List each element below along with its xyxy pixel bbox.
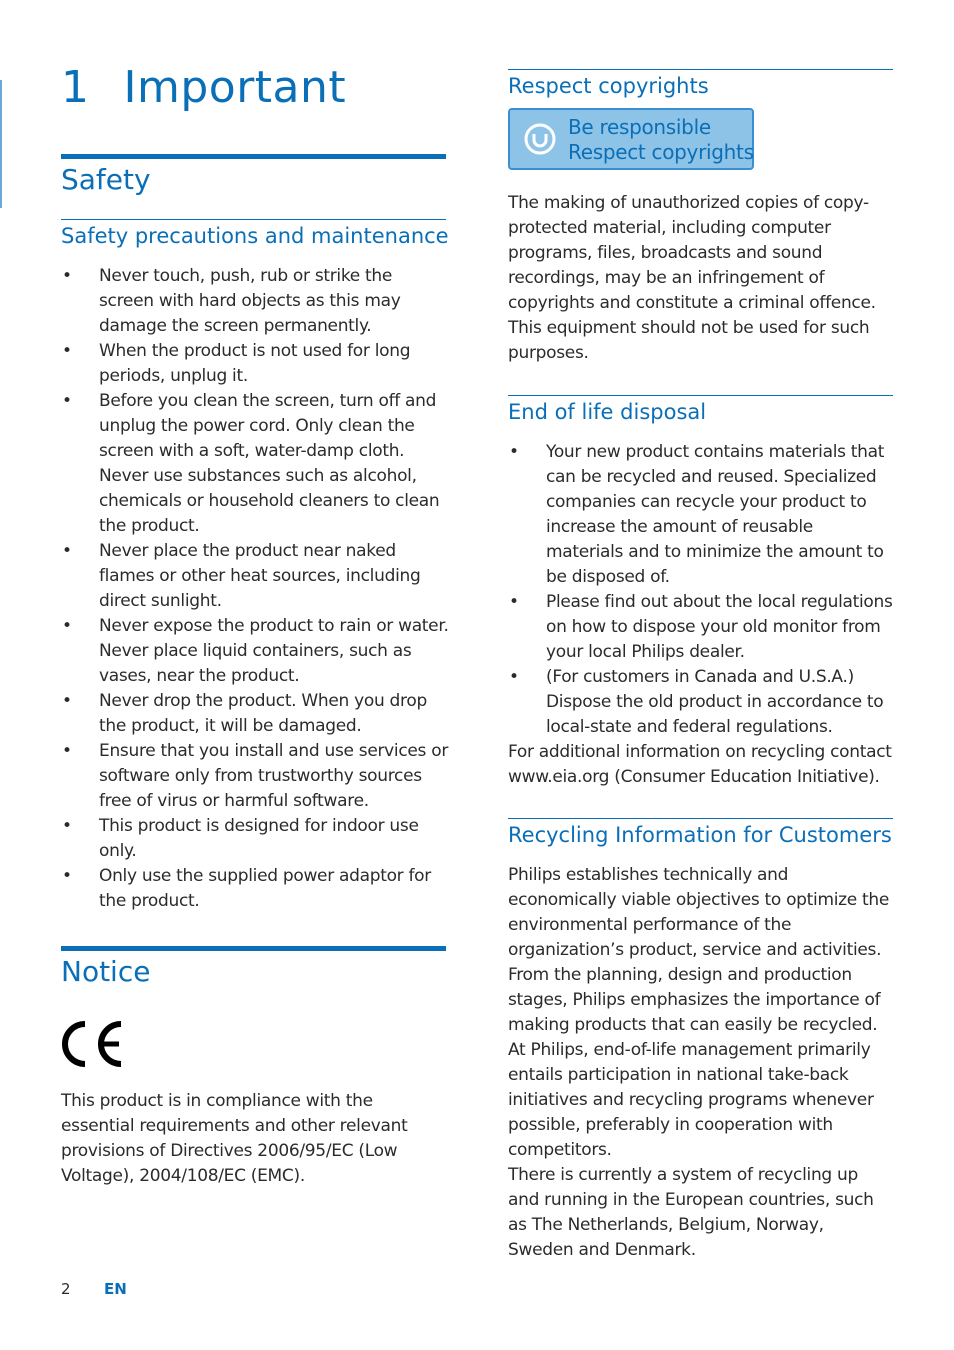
safety-item: • Never expose the product to rain or water. Never place liquid containers, such as vases, near the product. — [61, 614, 451, 689]
power-icon — [524, 123, 556, 155]
safety-heading: Safety — [61, 163, 151, 196]
safety-heading-rule — [61, 154, 446, 159]
disposal-footer-text: For additional information on recycling contact www.eia.org (Consumer Education Initiative). — [508, 742, 892, 787]
ce-mark-icon — [61, 1020, 125, 1068]
recycling-heading: Recycling Information for Customers — [508, 823, 892, 847]
recycling-paragraph: Philips establishes technically and economically viable objectives to optimize the environmental performance of the organization’s product, service and activities. — [508, 865, 890, 960]
safety-item: • Never touch, push, rub or strike the screen with hard objects as this may damage the screen permanently. — [61, 264, 451, 339]
disposal-item: • (For customers in Canada and U.S.A.) Dispose the old product in accordance to local-state and federal regulations. — [508, 665, 893, 740]
recycling-paragraph: From the planning, design and production stages, Philips emphasizes the importance of making products that can easily be recycled. At Philips, end-of-life management primarily entails participation in national take-back initiatives and recycling programs whenever possible, preferably in cooperation with competitors. — [508, 965, 881, 1160]
safety-precautions-heading: Safety precautions and maintenance — [61, 224, 449, 248]
disposal-heading-rule — [508, 395, 893, 396]
safety-item: • When the product is not used for long periods, unplug it. — [61, 339, 451, 389]
chapter-number: 1 — [61, 62, 90, 113]
badge-line-2: Respect copyrights — [568, 140, 754, 164]
notice-heading-rule — [61, 946, 446, 951]
safety-item: • Never drop the product. When you drop the product, it will be damaged. — [61, 689, 451, 739]
recycling-section — [508, 863, 893, 1263]
safety-item: • Before you clean the screen, turn off and unplug the power cord. Only clean the screen with a soft, water-damp cloth. Never use substances such as alcohol, chemicals or household cleaners to clean the product. — [61, 389, 451, 539]
recycling-heading-rule — [508, 818, 893, 819]
language-label: EN — [104, 1280, 127, 1298]
safety-item: • This product is designed for indoor use only. — [61, 814, 451, 864]
copyrights-text: The making of unauthorized copies of copy-protected material, including computer programs, files, broadcasts and sound recordings, may be an infringement of copyrights and constitute a criminal offence. This equipment should not be used for such purposes. — [508, 193, 876, 363]
page-number: 2 — [61, 1280, 71, 1298]
disposal-heading: End of life disposal — [508, 400, 707, 424]
recycling-paragraph: There is currently a system of recycling up and running in the European countries, such as The Netherlands, Belgium, Norway, Sweden and Denmark. — [508, 1165, 874, 1260]
copyrights-heading: Respect copyrights — [508, 74, 709, 98]
disposal-section — [508, 440, 893, 790]
badge-line-1: Be responsible — [568, 115, 711, 139]
disposal-item: • Your new product contains materials that can be recycled and reused. Specialized companies can recycle your product to increase the amount of reusable materials and to minimize the amount to be disposed of. — [508, 440, 893, 590]
safety-precautions-list — [61, 264, 451, 914]
copyright-badge — [508, 108, 754, 170]
disposal-item: • Please find out about the local regulations on how to dispose your old monitor from your local Philips dealer. — [508, 590, 893, 665]
notice-heading: Notice — [61, 955, 151, 988]
copyrights-heading-rule — [508, 69, 893, 70]
chapter-title-text: Important — [123, 62, 347, 113]
safety-item: • Never place the product near naked flames or other heat sources, including direct sunlight. — [61, 539, 451, 614]
notice-text: This product is in compliance with the essential requirements and other relevant provisions of Directives 2006/95/EC (Low Voltage), 2004/108/EC (EMC). — [61, 1091, 408, 1186]
chapter-title — [61, 62, 346, 113]
safety-subheading-rule — [61, 219, 446, 220]
safety-item: • Only use the supplied power adaptor for the product. — [61, 864, 451, 914]
page-edge-marker — [0, 80, 2, 208]
safety-item: • Ensure that you install and use services or software only from trustworthy sources free of virus or harmful software. — [61, 739, 451, 814]
